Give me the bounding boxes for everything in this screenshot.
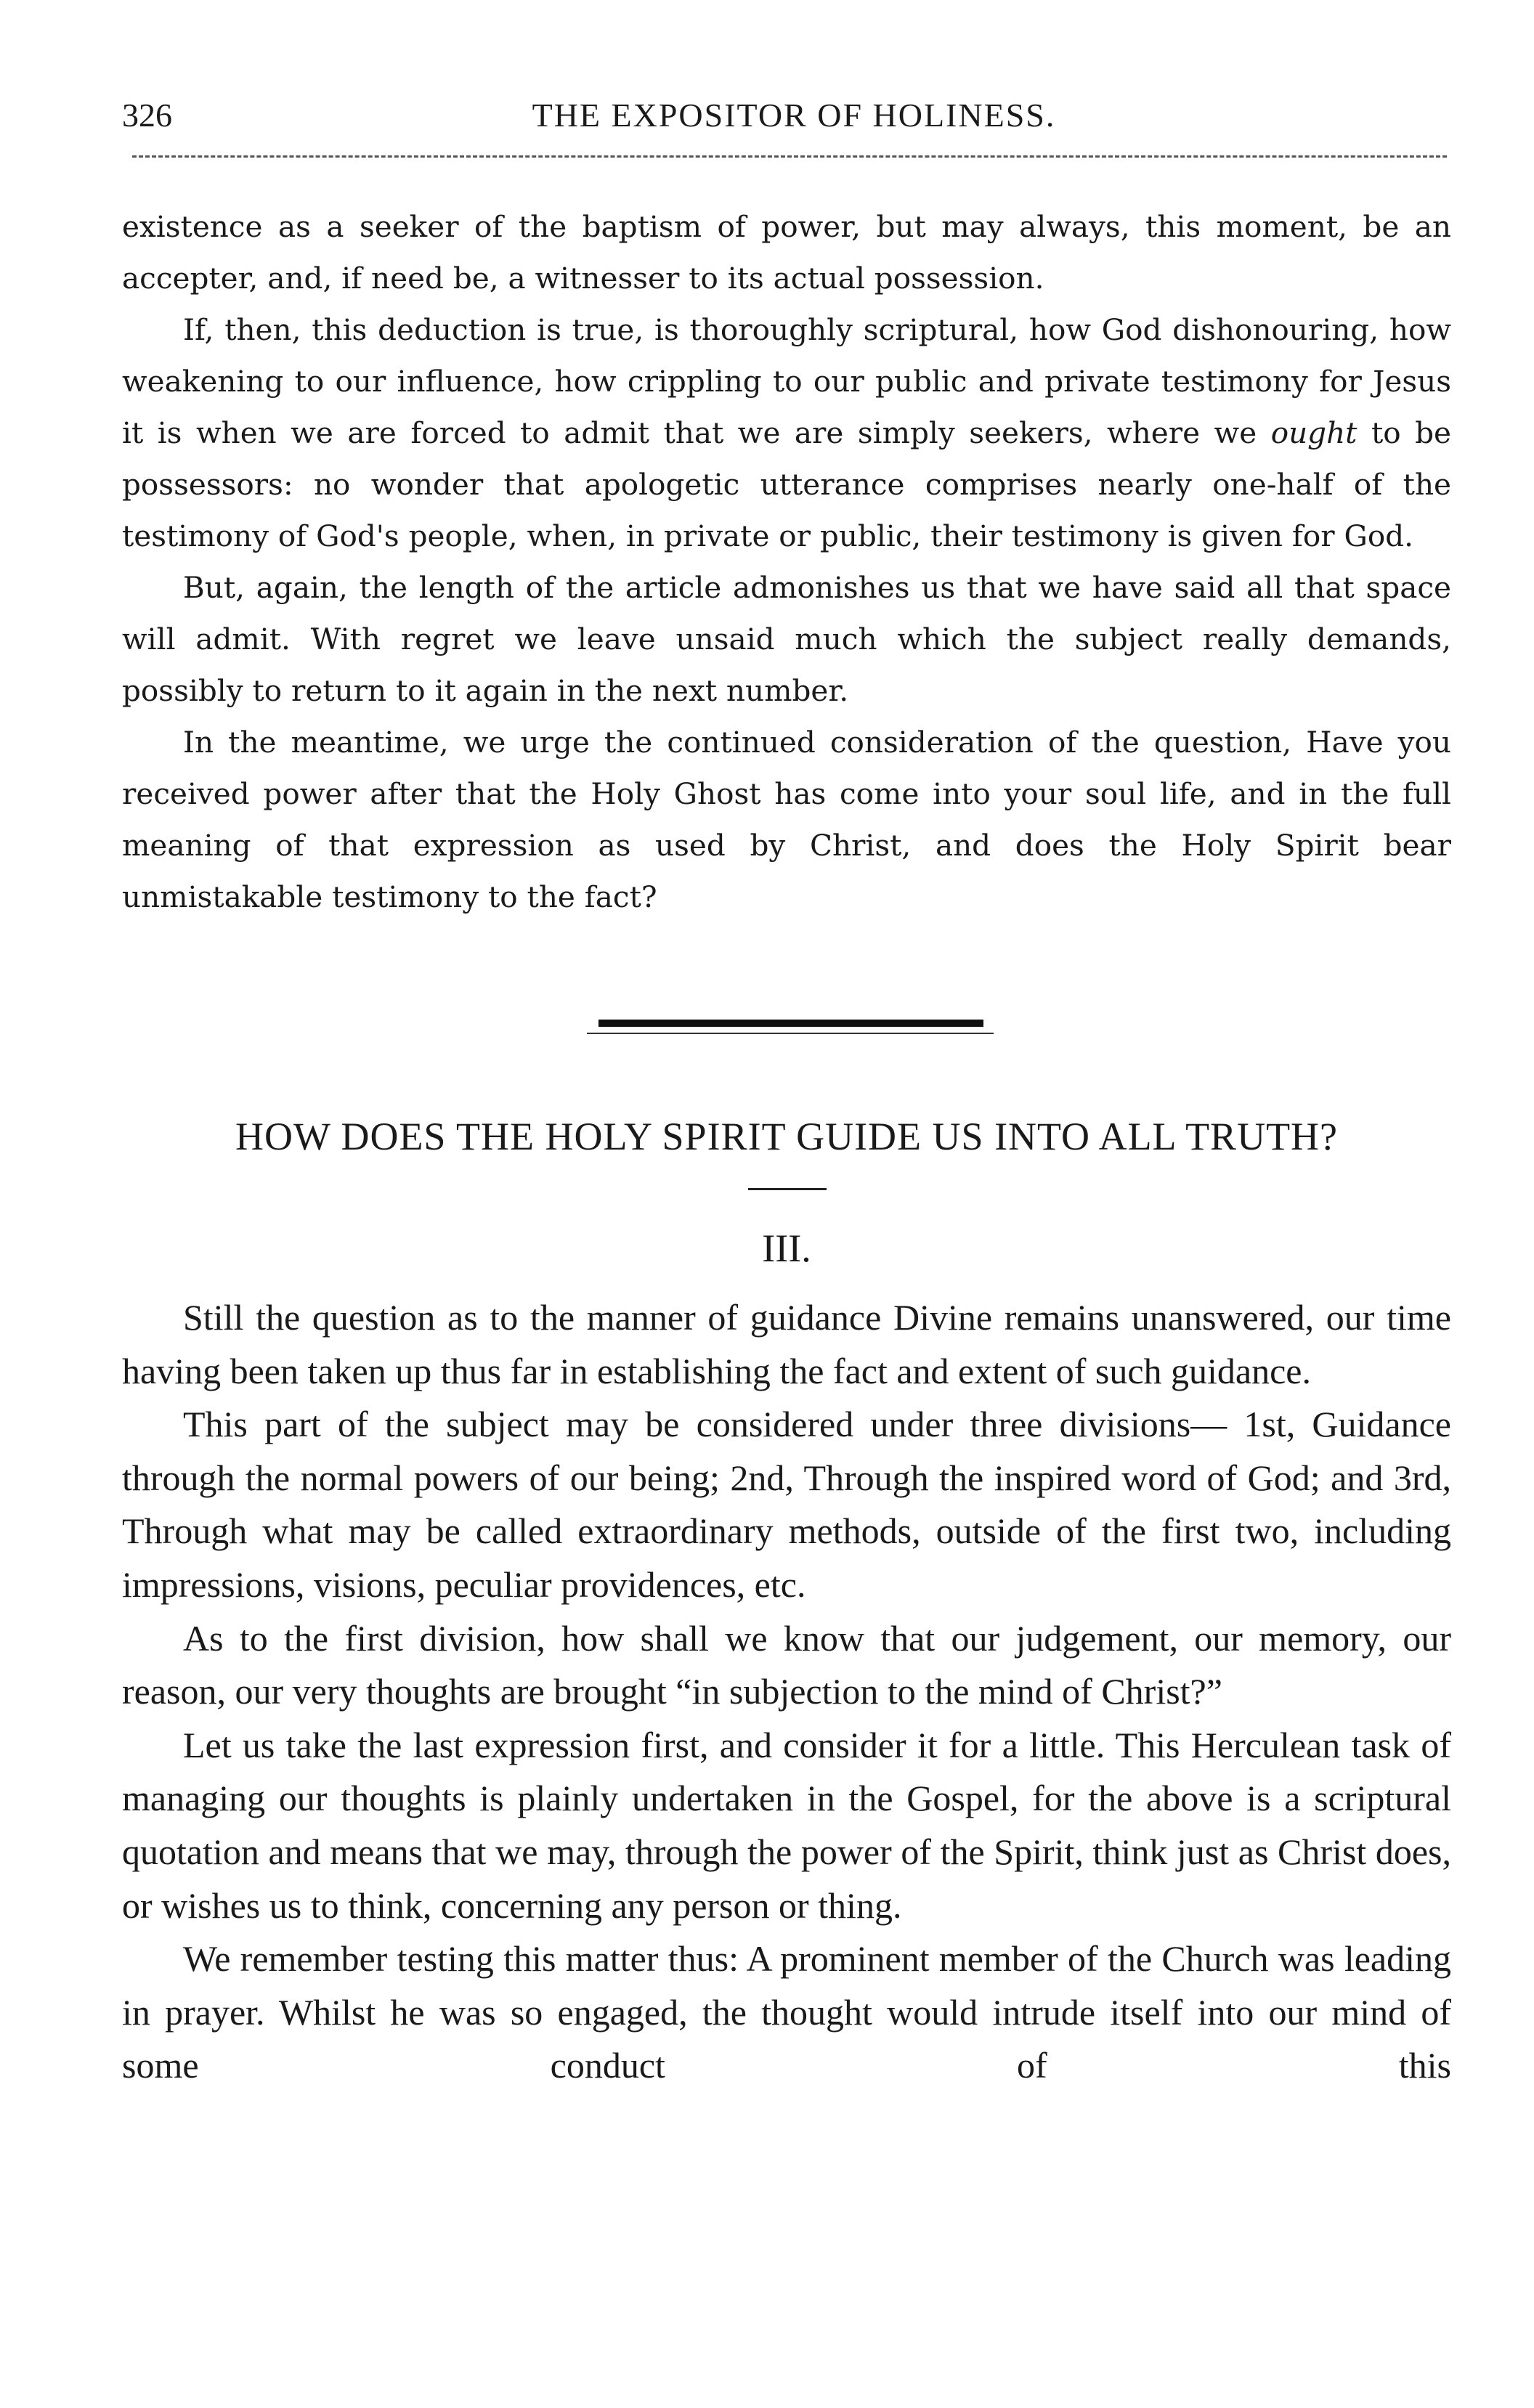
title-rule [748, 1188, 827, 1190]
paragraph: But, again, the length of the article admonishes us that we have said all that space will admit. With regret we leave unsaid much which the subject really demands, possibly to return to it again in the next number. [122, 570, 1451, 708]
paragraph: existence as a seeker of the baptism of power, but may always, this moment, be an accepter, and, if need be, a witnesser to its actual possession. [122, 209, 1451, 296]
paragraph-text: If, then, this deduction is true, is thoroughly scriptural, how God dishonouring, how weakening to our influence, how crippling to our public and private testimony for Jesus it is when we are forced to admit that we are simply seekers, where we [122, 312, 1451, 450]
article-title: HOW DOES THE HOLY SPIRIT GUIDE US INTO ALL TRUTH? [235, 1115, 1339, 1158]
section-divider [587, 1020, 994, 1034]
header-rule [132, 155, 1447, 158]
divider-thin-rule [587, 1033, 994, 1034]
paragraph: Still the question as to the manner of guidance Divine remains unanswered, our time having been taken up thus far in establishing the fact and extent of such guidance. [122, 1297, 1451, 1391]
previous-article-conclusion [122, 201, 1451, 923]
paragraph: In the meantime, we urge the continued consideration of the question, Have you received power after that the Holy Ghost has come into your soul life, and in the full meaning of that expression as used by Christ, and does the Holy Spirit bear unmistakable testimony to the fact? [122, 725, 1451, 914]
paragraph [122, 304, 1451, 562]
journal-title: THE EXPOSITOR OF HOLINESS. [532, 97, 1056, 134]
article-body [122, 1291, 1451, 2093]
paragraph: We remember testing this matter thus: A prominent member of the Church was leading in prayer. Whilst he was so engaged, the thought would intrude itself into our mind of some conduct of this [122, 1938, 1451, 2086]
article-part-number: III. [762, 1227, 811, 1270]
page-number: 326 [122, 97, 172, 134]
paragraph-text: to be possessors: no wonder that apologetic utterance comprises nearly one-half of the testimony of God's people, when, in private or public, their testimony is given for God. [122, 415, 1451, 553]
running-head [122, 96, 1451, 139]
divider-thick-rule [598, 1020, 983, 1027]
book-page [122, 0, 1451, 2408]
paragraph: As to the first division, how shall we know that our judgement, our memory, our reason, our very thoughts are brought “in subjection to the mind of Christ?” [122, 1617, 1451, 1712]
paragraph: Let us take the last expression first, and consider it for a little. This Herculean task of managing our thoughts is plainly undertaken in the Gospel, for the above is a scriptural quotation and means that we may, through the power of the Spirit, think just as Christ does, or wishes us to think, concerning any person or thing. [122, 1724, 1451, 1926]
emphasized-word: ought [1270, 415, 1358, 450]
paragraph: This part of the subject may be considered under three divisions— 1st, Guidance through the normal powers of our being; 2nd, Through the inspired word of God; and 3rd, Through what may be called extraordinary methods, outside of the first two, including impressions, visions, peculiar providences, etc. [122, 1404, 1451, 1605]
